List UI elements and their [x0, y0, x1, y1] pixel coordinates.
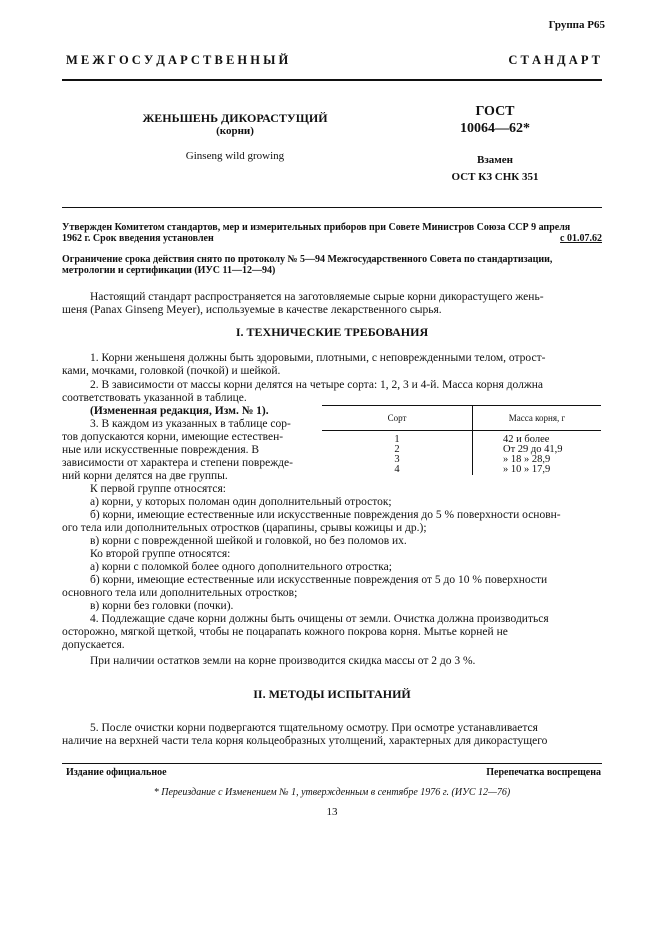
- group-1-item-b-line-1: б) корни, имеющие естественные или искусственные повреждения до 5 % поверхности основн-: [90, 509, 561, 521]
- group-2-item-v: в) корни без головки (почки).: [90, 600, 234, 612]
- standard-banner: [66, 53, 600, 68]
- grade-mass-table: [322, 405, 601, 475]
- edition-label: Издание официальное: [66, 767, 167, 778]
- middle-rule: [62, 207, 602, 208]
- soil-discount-note: При наличии остатков земли на корне производится скидка массы от 2 до 3 %.: [90, 655, 476, 667]
- group-2-item-b-line-1: б) корни, имеющие естественные или искусственные повреждения от 5 до 10 % поверхности: [90, 574, 548, 586]
- clause-4-line-2: осторожно, мягкой щеткой, чтобы не поцарапать кожного покрова корня. Мытье корней не: [62, 626, 508, 638]
- replaces-standard: ОСТ КЗ СНК 351: [451, 171, 539, 183]
- clause-4-line-1: 4. Подлежащие сдаче корни должны быть очищены от земли. Очистка должна производиться: [90, 613, 549, 625]
- approval-line-1: Утвержден Комитетом стандартов, мер и измерительных приборов при Совете Министров Союза ССР 9 апреля: [62, 222, 571, 233]
- clause-5-line-1: 5. После очистки корни подвергаются тщательному осмотру. При осмотре устанавливается: [90, 722, 538, 734]
- limitation-line-1: Ограничение срока действия снято по протоколу № 5—94 Межгосударственного Совета по стандартизации,: [62, 254, 553, 265]
- grade-cell: 3: [394, 454, 400, 465]
- mass-cell: » 10 » 17,9: [473, 465, 602, 475]
- reissue-footnote: * Переиздание с Изменением № 1, утвержденным в сентябре 1976 г. (ИУС 12—76): [153, 787, 511, 798]
- group-2-heading: Ко второй группе относятся:: [90, 548, 231, 560]
- clause-3-line-4: зависимости от характера и степени поврежде-: [62, 457, 293, 469]
- group-1-item-v: в) корни с поврежденной шейкой и головкой, но без поломов их.: [90, 535, 407, 547]
- table-row: [322, 465, 601, 475]
- grade-cell: 2: [394, 444, 400, 455]
- document-subtitle: (корни): [216, 125, 254, 137]
- grade-cell: 1: [394, 434, 400, 445]
- grade-cell: 4: [394, 464, 400, 475]
- table-row: [322, 431, 601, 446]
- clause-5-line-2: наличие на верхней части тела корня кольцеобразных утолщений, характерных для дикорастущего: [62, 735, 548, 747]
- clause-1-line-2: ками, мочками, головкой (почкой) и шейкой.: [62, 365, 281, 377]
- intro-line-2: шеня (Panax Ginseng Meyer), используемые в качестве лекарственного сырья.: [62, 304, 442, 316]
- clause-3-line-5: ний корни делятся на две группы.: [62, 470, 228, 482]
- amendment-note: (Измененная редакция, Изм. № 1).: [90, 405, 269, 417]
- clause-3-line-1: 3. В каждом из указанных в таблице сор-: [90, 418, 291, 430]
- english-title: Ginseng wild growing: [185, 150, 285, 162]
- section-heading-1: I. ТЕХНИЧЕСКИЕ ТРЕБОВАНИЯ: [235, 325, 429, 339]
- top-rule: [62, 79, 602, 81]
- intro-line-1: Настоящий стандарт распространяется на заготовляемые сырые корни дикорастущего жень-: [90, 291, 544, 303]
- table-row: [322, 455, 601, 465]
- group-1-heading: К первой группе относятся:: [90, 483, 227, 495]
- document-title: ЖЕНЬШЕНЬ ДИКОРАСТУЩИЙ: [142, 111, 328, 125]
- gost-number: 10064—62*: [460, 121, 530, 136]
- group-1-item-b-line-2: ого тела или дополнительных отростков (царапины, срывы кожицы и др.);: [62, 522, 427, 534]
- group-code: Группа Р65: [548, 19, 605, 31]
- mass-cell: От 29 до 41,9: [473, 445, 602, 455]
- page-number: 13: [326, 806, 338, 818]
- table-header-mass: Масса корня, г: [473, 406, 602, 431]
- clause-2-line-2: соответствовать указанной в таблице.: [62, 392, 247, 404]
- limitation-line-2: метрологии и сертификации (ИУС 11—12—94): [62, 265, 276, 276]
- clause-1-line-1: 1. Корни женьшеня должны быть здоровыми, плотными, с неповрежденными телом, отрост-: [90, 352, 546, 364]
- banner-right: С Т А Н Д А Р Т: [508, 53, 600, 67]
- clause-4-line-3: допускается.: [62, 639, 125, 651]
- replaces-label: Взамен: [477, 154, 513, 166]
- table-header-grade: Сорт: [322, 406, 473, 431]
- approval-line-2: [62, 233, 602, 244]
- banner-left: М Е Ж Г О С У Д А Р С Т В Е Н Н Ы Й: [66, 53, 289, 67]
- table-row: [322, 445, 601, 455]
- mass-cell: » 18 » 28,9: [473, 455, 602, 465]
- gost-label: ГОСТ: [475, 104, 515, 119]
- group-2-item-a: а) корни с поломкой более одного дополнительного отростка;: [90, 561, 392, 573]
- effective-date: с 01.07.62: [560, 233, 602, 244]
- approval-text: 1962 г. Срок введения установлен: [62, 233, 214, 244]
- section-heading-2: II. МЕТОДЫ ИСПЫТАНИЙ: [253, 687, 411, 701]
- mass-cell: 42 и более: [473, 431, 602, 446]
- clause-2-line-1: 2. В зависимости от массы корни делятся на четыре сорта: 1, 2, 3 и 4-й. Масса корня должна: [90, 379, 544, 391]
- clause-3-line-3: ные или искусственные повреждения. В: [62, 444, 260, 456]
- group-1-item-a: а) корни, у которых поломан один дополнительный отросток;: [90, 496, 392, 508]
- reprint-notice: Перепечатка воспрещена: [486, 767, 601, 778]
- clause-3-line-2: тов допускаются корни, имеющие естествен-: [62, 431, 284, 443]
- group-2-item-b-line-2: основного тела или дополнительных отростков;: [62, 587, 298, 599]
- bottom-rule: [62, 763, 602, 764]
